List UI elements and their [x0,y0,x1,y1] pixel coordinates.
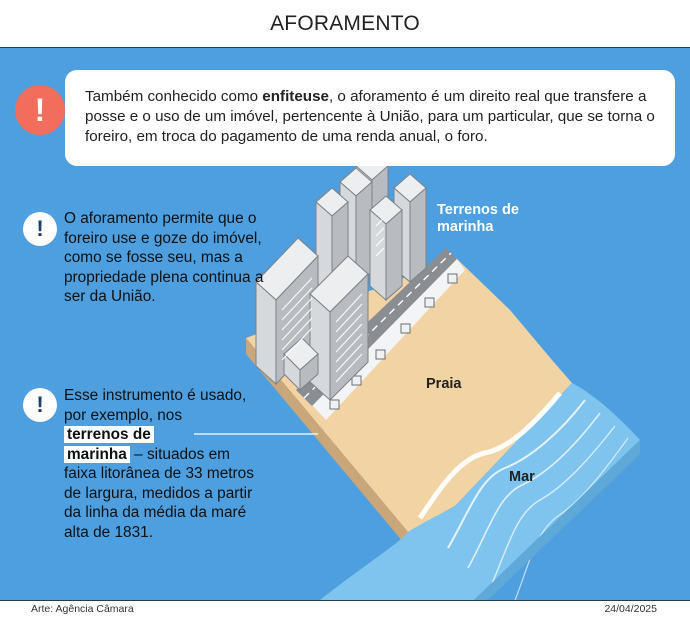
kiosk [448,274,457,283]
main-panel [0,48,690,600]
callout-intro: Também conhecido como [85,88,263,105]
kiosk [401,324,410,333]
kiosk [330,400,339,409]
highlight-marinha: marinha [64,446,130,463]
credit-text: Arte: Agência Câmara [31,603,134,615]
building [370,196,402,300]
label-mar: Mar [509,469,535,485]
kiosk [376,350,385,359]
note-second-intro: Esse instrumento é usado, por exemplo, nos [64,387,247,424]
label-praia: Praia [426,376,462,392]
kiosk [425,298,434,307]
note-second-rest: – situados em faixa litorânea de 33 metros de largura, medidos a partir da linha da média da maré alta de 1831. [64,445,254,541]
alert-icon: ! [15,85,65,135]
note-second [64,386,264,542]
callout-term: enfiteuse [262,88,329,105]
callout-text: , o aforamento é um direito real que transfere a posse e o uso de um imóvel, pertencente à União, para um particular, que se torna o foreiro, em troca do pagamento de uma renda anual, o foro. [85,88,655,145]
note-first: O aforamento permite que o foreiro use e goze do imóvel, como se fosse seu, mas a propriedade plena continua a ser da União. [64,210,264,305]
label-terrenos [437,202,519,236]
page-title: AFORAMENTO [270,12,420,35]
info-icon: ! [23,212,57,246]
label-terrenos-line1: Terrenos de [437,202,519,218]
info-icon: ! [23,388,57,422]
highlight-terrenos: terrenos de [64,426,154,443]
definition-callout [65,70,675,166]
footer-divider [0,600,690,601]
date-text: 24/04/2025 [604,603,657,615]
label-terrenos-line2: marinha [437,219,494,235]
